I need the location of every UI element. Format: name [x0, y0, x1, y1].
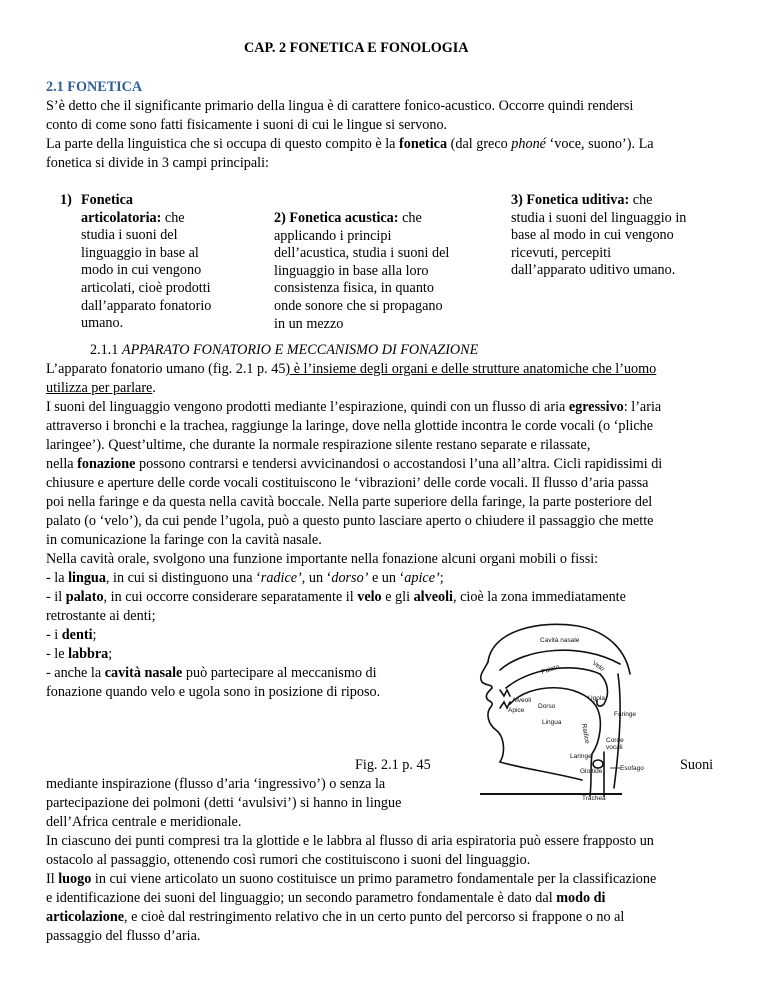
body-line-17: - anche la cavità nasale può partecipare al meccanismo di: [46, 665, 377, 681]
body-line-19: mediante inspirazione (flusso d’aria ‘ingressivo’) o senza la: [46, 776, 386, 792]
body-line-13: - il palato, in cui occorre considerare separatamente il velo e gli alveoli, cioè la zona immediatamente: [46, 589, 626, 605]
chapter-title: CAP. 2 FONETICA E FONOLOGIA: [244, 40, 469, 56]
label-palato: Palato: [540, 663, 561, 676]
body-line-26: articolazione, e cioè dal restringimento relativo che in un certo punto del percorso si frappone o no al: [46, 909, 625, 925]
label-trachea: Trachea: [582, 795, 606, 802]
body-line-23: ostacolo al passaggio, ottenendo così rumori che costituiscono i suoni del linguaggio.: [46, 852, 531, 868]
section-heading: 2.1 FONETICA: [46, 79, 143, 95]
term-fonetica: fonetica: [399, 136, 448, 152]
body-line-11: Nella cavità orale, svolgono una funzione importante nella fonazione alcuni organi mobili o fissi:: [46, 551, 599, 567]
body-line-12: - la lingua, in cui si distinguono una ‘radice’, un ‘dorso’ e un ‘apice’;: [46, 570, 444, 586]
label-ugola: Ugola: [588, 695, 605, 702]
field-2-acoustic: 2) Fonetica acustica: che applicando i principi dell’acustica, studia i suoni del linguaggio in base alla loro consistenza fisica, in quanto onde sonore che si propagano in un mezzo: [274, 210, 450, 332]
body-line-27: passaggio del flusso d’aria.: [46, 928, 201, 944]
body-line-10: in comunicazione la faringe con la cavità nasale.: [46, 532, 322, 548]
label-apice: Apice: [508, 707, 525, 714]
body-line-4: attraverso i bronchi e la trachea, raggiunge la laringe, dove nella glottide incontra le corde vocali (o ‘pliche: [46, 418, 654, 434]
body-line-1: L’apparato fonatorio umano (fig. 2.1 p. 45) è l’insieme degli organi e delle strutture anatomiche che l’uomo: [46, 361, 657, 377]
body-line-21: dell’Africa centrale e meridionale.: [46, 814, 242, 830]
body-line-20: partecipazione dei polmoni (detti ‘avulsivi’) si hanno in lingue: [46, 795, 402, 811]
body-line-15: - i denti;: [46, 627, 97, 643]
subsection-heading: 2.1.1 APPARATO FONATORIO E MECCANISMO DI FONAZIONE: [90, 342, 479, 358]
vocal-tract-figure: [470, 612, 644, 802]
figure-caption: Fig. 2.1 p. 45: [355, 757, 431, 773]
body-line-25: e identificazione dei suoni del linguaggio; un secondo parametro fondamentale è dato dal modo di: [46, 890, 606, 906]
label-glottide: Glottide: [580, 768, 603, 775]
field-1-number: 1): [60, 192, 72, 208]
body-line-18: fonazione quando velo e ugola sono in posizione di riposo.: [46, 684, 381, 700]
field-1-articulatory: Fonetica articolatoria: che studia i suoni del linguaggio in base al modo in cui vengono articolati, cioè prodotti dall’apparato fonatorio umano.: [81, 192, 212, 332]
body-line-2: utilizza per parlare.: [46, 380, 156, 396]
label-esofago: Esofago: [620, 765, 644, 772]
body-line-3: I suoni del linguaggio vengono prodotti mediante l’espirazione, quindi con un flusso di aria egressivo: l’aria: [46, 399, 662, 415]
label-alveoli: Alveoli: [512, 697, 532, 704]
label-lingua: Lingua: [542, 719, 562, 726]
teeth-upper: [500, 690, 510, 696]
vocal-folds: [593, 760, 603, 768]
body-word-suoni: Suoni: [680, 757, 714, 773]
face-profile: [481, 662, 504, 762]
body-line-24: Il luogo in cui viene articolato un suono costituisce un primo parametro fondamentale per la classificazione: [46, 871, 657, 887]
label-velo: Velo: [590, 659, 606, 673]
body-line-14: retrostante ai denti;: [46, 608, 156, 624]
head-outline: [488, 624, 630, 674]
intro-line-2: conto di come sono fatti fisicamente i suoni di cui le lingue si servono.: [46, 117, 448, 133]
neck-line: [500, 762, 582, 780]
label-laringe: Laringe: [570, 753, 592, 760]
intro-line-3: La parte della linguistica che si occupa di questo compito è la fonetica (dal greco phoné ‘voce, suono’). La: [46, 136, 654, 152]
intro-line-1: S’è detto che il significante primario della lingua è di carattere fonico-acustico. Occorre quindi rendersi: [46, 98, 634, 114]
label-corde-vocali-2: vocali: [606, 744, 623, 751]
body-line-9: palato (o ‘velo’), da cui pende l’ugola, può a questo punto lasciare aperto o chiudere il passaggio che mette: [46, 513, 654, 529]
intro-line-4: fonetica si divide in 3 campi principali:: [46, 155, 269, 171]
body-line-6: nella fonazione possono contrarsi e tendersi avvicinandosi o accostandosi l’una all’altra. Cicli rapidissimi di: [46, 456, 663, 472]
label-dorso: Dorso: [538, 703, 556, 710]
field-3-auditory: 3) Fonetica uditiva: che studia i suoni del linguaggio in base al modo in cui vengono ricevuti, percepiti dall’apparato uditivo umano.: [511, 192, 687, 279]
body-line-5: laringee’). Quest’ultime, che durante la normale respirazione silente restano separate e rilassate,: [46, 437, 591, 453]
larynx-front: [590, 754, 592, 796]
body-line-16: - le labbra;: [46, 646, 113, 662]
body-line-8: poi nella faringe e da questa nella cavità boccale. Nella parte superiore della faringe, la parte posteriore del: [46, 494, 653, 510]
label-corde-vocali-1: Corde: [606, 737, 624, 744]
label-faringe: Faringe: [614, 711, 637, 718]
label-radice: Radice: [580, 723, 591, 745]
body-line-7: chiusure e aperture delle corde vocali costituiscono le ‘vibrazioni’ delle corde vocali. Il flusso d’aria passa: [46, 475, 649, 491]
body-line-22: In ciascuno dei punti compresi tra la glottide e le labbra al flusso di aria espiratoria può essere frapposto un: [46, 833, 654, 849]
label-cavita-nasale: Cavità nasale: [540, 637, 580, 644]
